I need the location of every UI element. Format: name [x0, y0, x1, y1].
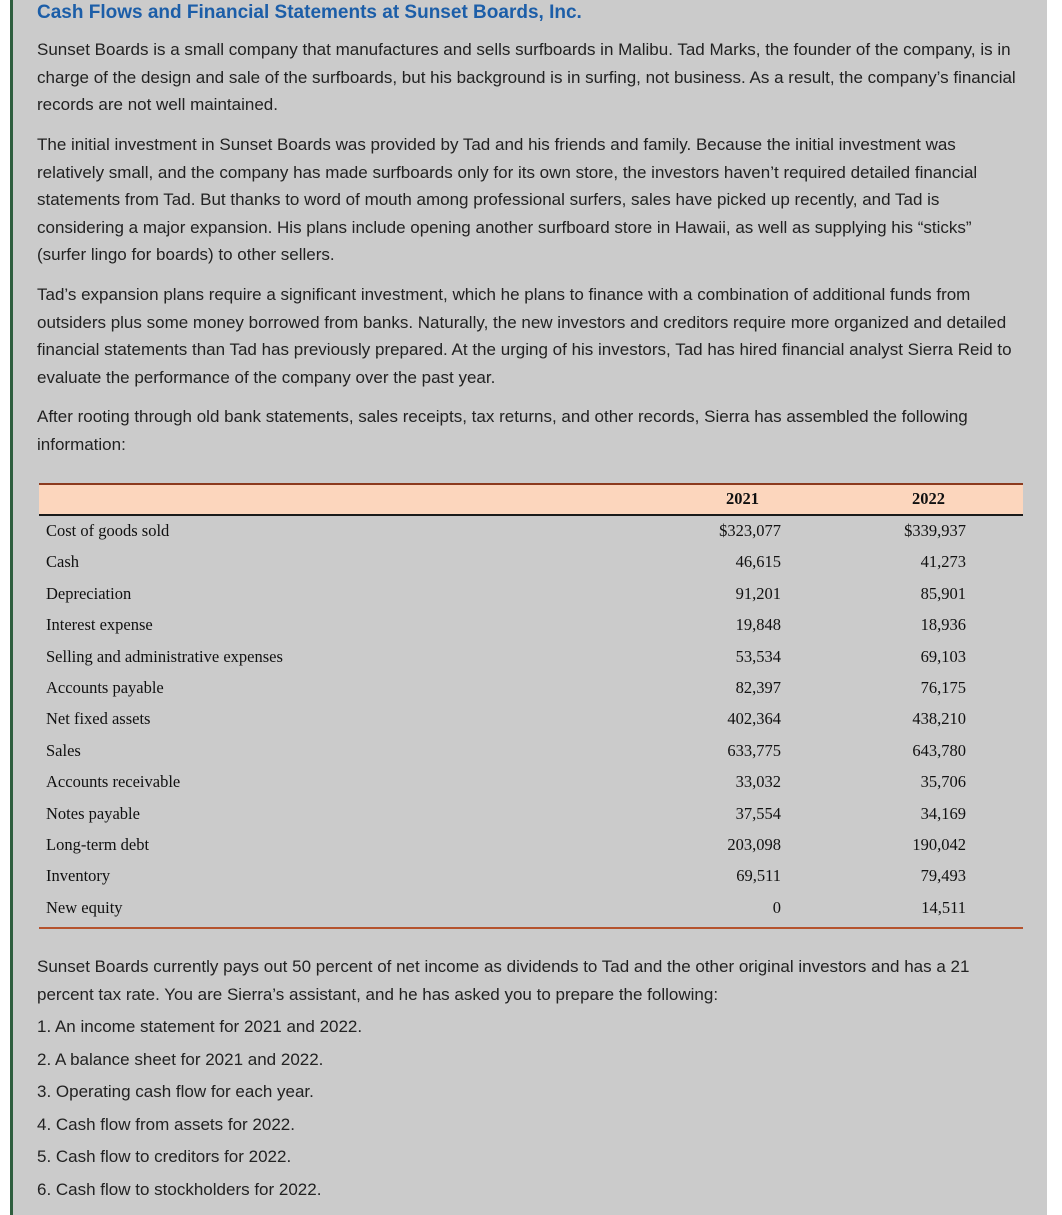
table-row	[39, 893, 1023, 924]
table-row	[39, 861, 1023, 892]
page-title: Cash Flows and Financial Statements at Sunset Boards, Inc.	[37, 2, 582, 23]
value-2021: 37,554	[735, 803, 781, 823]
table-row	[39, 673, 1023, 704]
table-row	[39, 547, 1023, 578]
table-row	[39, 516, 1023, 547]
value-2021: 19,848	[735, 615, 781, 635]
value-2021: 402,364	[727, 709, 781, 729]
value-2022: 41,273	[920, 552, 966, 572]
value-2021: 203,098	[727, 834, 781, 854]
row-label: Cost of goods sold	[46, 521, 170, 540]
list-item: 5. Cash flow to creditors for 2022.	[37, 1147, 292, 1167]
table-row	[39, 704, 1023, 735]
table-row	[39, 610, 1023, 641]
row-label: Sales	[46, 740, 81, 760]
dividend-paragraph: Sunset Boards currently pays out 50 percent of net income as dividends to Tad and the other original investors and has a 21 percent tax rate. You are Sierra’s assistant, and he has asked you to prepare the following:	[37, 957, 970, 1004]
row-label: Accounts receivable	[46, 772, 181, 792]
row-label: Depreciation	[46, 583, 132, 603]
value-2022: 69,103	[920, 646, 966, 666]
list-item: 4. Cash flow from assets for 2022.	[37, 1114, 295, 1134]
value-2021: 633,775	[727, 740, 781, 760]
list-item: 2. A balance sheet for 2021 and 2022.	[37, 1049, 324, 1069]
value-2021: 33,032	[735, 772, 781, 792]
intro-paragraph: Sunset Boards is a small company that manufactures and sells surfboards in Malibu. Tad Marks, the founder of the company, is in charge of the design and sale of the surfboards, but his background is in surfing, not business. As a result, the company’s financial records are not well maintained.	[37, 40, 1016, 115]
table-row	[39, 579, 1023, 610]
table-body	[39, 516, 1023, 924]
value-2022: 79,493	[920, 866, 966, 886]
case-panel	[10, 0, 1047, 1215]
row-label: Cash	[46, 552, 79, 572]
value-2022: $339,937	[904, 521, 966, 540]
financial-data-table	[39, 483, 1023, 930]
value-2022: 34,169	[920, 803, 966, 823]
table-header	[39, 483, 1023, 516]
value-2021: 82,397	[735, 677, 781, 697]
information-paragraph: After rooting through old bank statements, sales receipts, tax returns, and other records, Sierra has assembled the following information:	[37, 407, 968, 454]
task-list	[37, 1011, 362, 1207]
row-label: Accounts payable	[46, 677, 164, 697]
value-2021: 46,615	[735, 552, 781, 572]
value-2021: 69,511	[736, 866, 781, 886]
row-label: Net fixed assets	[46, 709, 151, 729]
investment-paragraph: The initial investment in Sunset Boards was provided by Tad and his friends and family. Because the initial investment was relatively small, and the company has made surfboards only for its own store, the investors haven’t required detailed financial statements from Tad. But thanks to word of mouth among professional surfers, sales have picked up recently, and Tad is considering a major expansion. His plans include opening another surfboard store in Hawaii, as well as supplying his “sticks” (surfer lingo for boards) to other sellers.	[37, 135, 978, 265]
value-2022: 76,175	[920, 677, 966, 697]
table-row	[39, 642, 1023, 673]
table-row	[39, 767, 1023, 798]
column-header-2022: 2022	[912, 489, 945, 508]
value-2022: 643,780	[912, 740, 966, 760]
value-2021: 0	[772, 897, 781, 917]
table-bottom-rule	[39, 927, 1023, 929]
value-2022: 35,706	[920, 772, 966, 792]
value-2022: 438,210	[912, 709, 966, 729]
table-row	[39, 830, 1023, 861]
value-2022: 85,901	[920, 583, 966, 603]
row-label: Notes payable	[46, 803, 140, 823]
expansion-paragraph: Tad’s expansion plans require a significant investment, which he plans to finance with a combination of additional funds from outsiders plus some money borrowed from banks. Naturally, the new investors and creditors require more organized and detailed financial statements than Tad has previously prepared. At the urging of his investors, Tad has hired financial analyst Sierra Reid to evaluate the performance of the company over the past year.	[37, 285, 1012, 387]
value-2022: 190,042	[912, 834, 966, 854]
column-header-2021: 2021	[726, 489, 759, 508]
value-2022: 14,511	[921, 897, 966, 917]
row-label: Selling and administrative expenses	[46, 646, 283, 666]
table-row	[39, 736, 1023, 767]
value-2021: 53,534	[735, 646, 781, 666]
table-row	[39, 799, 1023, 830]
row-label: New equity	[46, 897, 123, 917]
value-2021: $323,077	[719, 521, 781, 540]
list-item: 3. Operating cash flow for each year.	[37, 1082, 314, 1102]
row-label: Interest expense	[46, 615, 153, 635]
list-item: 1. An income statement for 2021 and 2022.	[37, 1017, 363, 1036]
list-item: 6. Cash flow to stockholders for 2022.	[37, 1179, 322, 1199]
row-label: Long-term debt	[46, 834, 150, 854]
value-2022: 18,936	[920, 615, 966, 635]
row-label: Inventory	[46, 866, 111, 886]
value-2021: 91,201	[735, 583, 781, 603]
